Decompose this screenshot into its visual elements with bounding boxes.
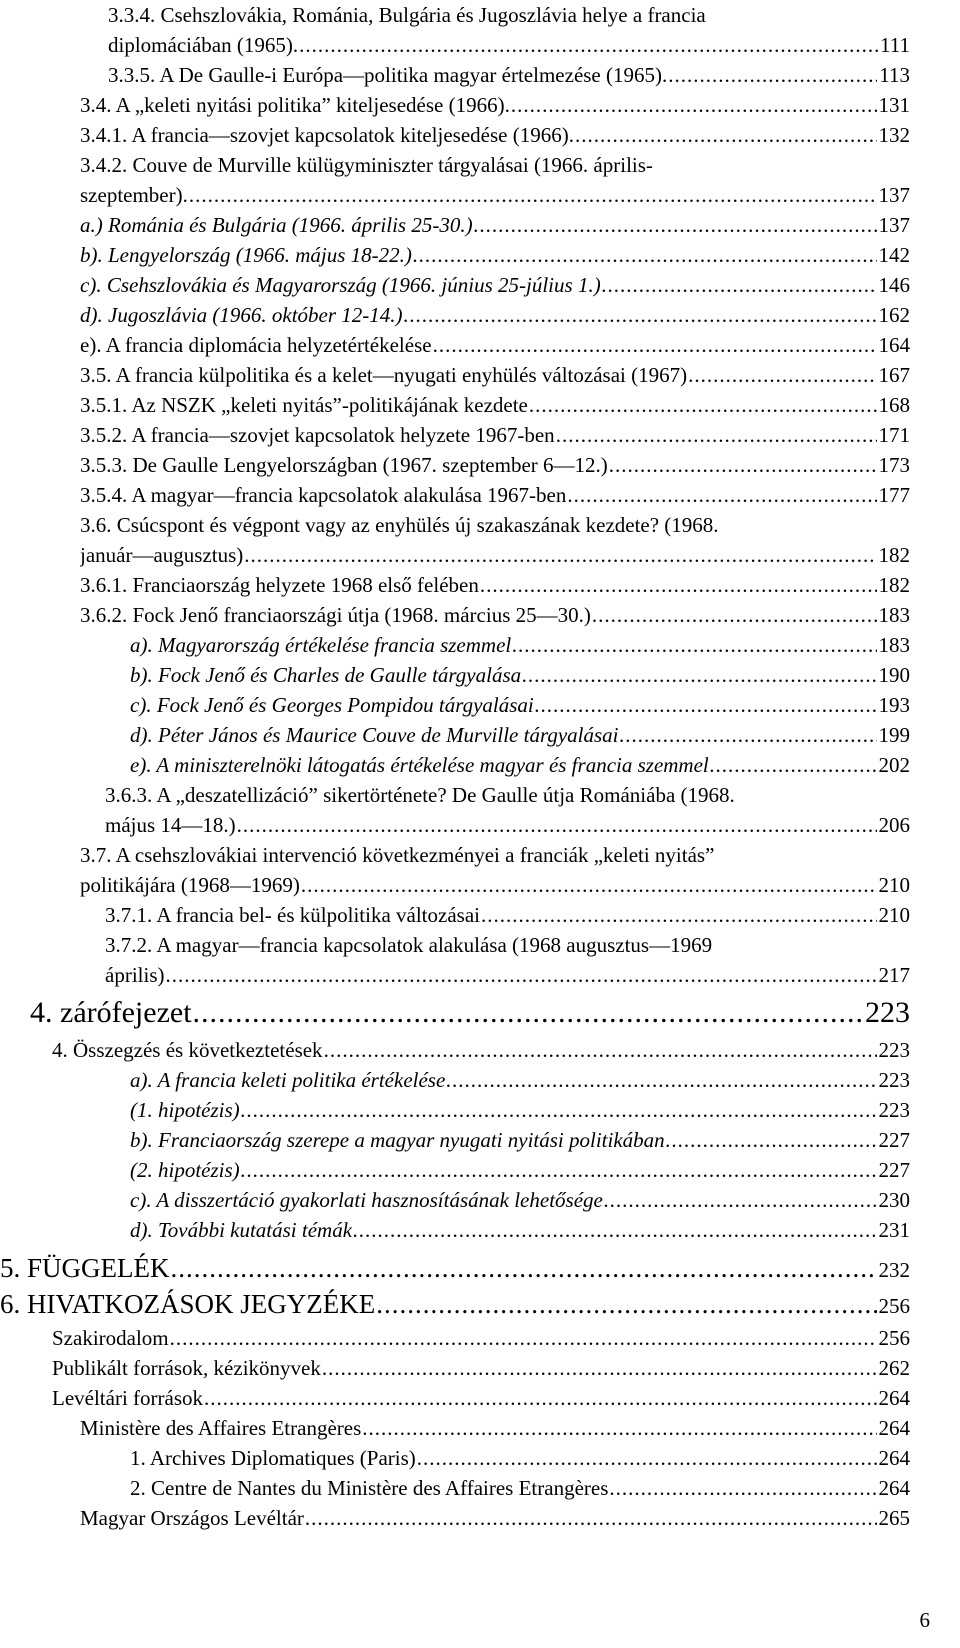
toc-page-number: 256 bbox=[878, 1294, 910, 1318]
toc-entry-title: 6. HIVATKOZÁSOK JEGYZÉKE bbox=[0, 1289, 376, 1319]
toc-entry-title: 5. FÜGGELÉK bbox=[0, 1253, 170, 1283]
dot-leader bbox=[204, 1383, 876, 1413]
toc-page-number: 142 bbox=[878, 243, 910, 267]
toc-entry-title: d). További kutatási témák bbox=[130, 1218, 353, 1242]
toc-entry bbox=[80, 360, 910, 390]
toc-entry-title: e). A miniszterelnöki látogatás értékelése magyar és francia szemmel bbox=[130, 753, 709, 777]
toc-entry bbox=[80, 240, 910, 270]
toc-entry bbox=[80, 150, 910, 210]
toc-page-number: 164 bbox=[878, 333, 910, 357]
toc-entry-title: 3.3.5. A De Gaulle-i Európa—politika magyar értelmezése (1965). bbox=[108, 63, 668, 87]
toc-entry-title: c). A disszertáció gyakorlati hasznosításának lehetősége bbox=[130, 1188, 603, 1212]
toc-entry-title: 3.6.3. A „deszatellizáció” sikertörténete? De Gaulle útja Romániába (1968. bbox=[105, 783, 735, 807]
toc-page-number: 210 bbox=[878, 873, 910, 897]
toc-entry-title: 1. Archives Diplomatiques (Paris) bbox=[130, 1446, 416, 1470]
toc-entry-title: 3.5.1. Az NSZK „keleti nyitás”-politikájának kezdete bbox=[80, 393, 528, 417]
toc-entry-title-cont: diplomáciában (1965). bbox=[108, 33, 299, 57]
toc-entry-title: a). Magyarország értékelése francia szemmel bbox=[130, 633, 512, 657]
toc-entry bbox=[130, 1473, 910, 1503]
toc-entry bbox=[80, 480, 910, 510]
dot-leader bbox=[474, 210, 877, 240]
toc-entry-title: 3.5.3. De Gaulle Lengyelországban (1967. szeptember 6—12.) bbox=[80, 453, 608, 477]
toc-entry-title-cont: január—augusztus) bbox=[80, 543, 244, 567]
toc-entry bbox=[80, 330, 910, 360]
toc-entry-title: Magyar Országos Levéltár bbox=[80, 1506, 304, 1530]
toc-entry-title: (2. hipotézis) bbox=[130, 1158, 240, 1182]
toc-page-number: 223 bbox=[878, 1038, 910, 1062]
toc-entry bbox=[80, 450, 910, 480]
toc-entry bbox=[105, 930, 910, 990]
toc-page-number: 182 bbox=[878, 573, 910, 597]
toc-chapter-heading bbox=[30, 993, 910, 1033]
toc-entry-title: Szakirodalom bbox=[52, 1326, 169, 1350]
toc-entry bbox=[130, 690, 910, 720]
toc-page-number: 162 bbox=[878, 303, 910, 327]
dot-leader bbox=[413, 240, 877, 270]
toc-entry bbox=[80, 120, 910, 150]
dot-leader bbox=[362, 1413, 876, 1443]
toc-page-number: 217 bbox=[878, 963, 910, 987]
dot-leader bbox=[165, 960, 876, 990]
dot-leader bbox=[417, 1443, 877, 1473]
toc-entry-title: 3.7. A csehszlovákiai intervenció következményei a franciák „keleti nyitás” bbox=[80, 843, 715, 867]
toc-entry-title: 3.5. A francia külpolitika és a kelet—nyugati enyhülés változásai (1967) bbox=[80, 363, 688, 387]
dot-leader bbox=[171, 1250, 877, 1286]
dot-leader bbox=[404, 300, 877, 330]
toc-entry-title: 3.6.2. Fock Jenő franciaországi útja (1968. március 25—30.) bbox=[80, 603, 591, 627]
toc-page-number: 264 bbox=[878, 1416, 910, 1440]
toc-entry bbox=[52, 1035, 910, 1065]
toc-entry-title-cont: szeptember). bbox=[80, 183, 188, 207]
toc-page-number: 199 bbox=[878, 723, 910, 747]
toc-entry-title: 2. Centre de Nantes du Ministère des Affaires Etrangères bbox=[130, 1476, 609, 1500]
dot-leader bbox=[241, 1155, 877, 1185]
toc-entry bbox=[130, 1215, 910, 1245]
toc-entry bbox=[80, 90, 910, 120]
toc-entry-title: 3.4. A „keleti nyitási politika” kiteljesedése (1966). bbox=[80, 93, 510, 117]
toc-entry bbox=[80, 1503, 910, 1533]
toc-page-number: 167 bbox=[878, 363, 910, 387]
toc-chapter-heading bbox=[0, 1250, 910, 1286]
toc-entry-title: 3.7.1. A francia bel- és külpolitika változásai bbox=[105, 903, 480, 927]
dot-leader bbox=[241, 1095, 877, 1125]
dot-leader bbox=[305, 1503, 877, 1533]
dot-leader bbox=[710, 750, 877, 780]
dot-leader bbox=[511, 90, 877, 120]
toc-page-number: 168 bbox=[878, 393, 910, 417]
toc-entry-title-cont: április) bbox=[105, 963, 165, 987]
dot-leader bbox=[170, 1323, 877, 1353]
dot-leader bbox=[592, 600, 877, 630]
dot-leader bbox=[433, 330, 877, 360]
toc-page-number: 232 bbox=[878, 1258, 910, 1282]
dot-leader bbox=[376, 1286, 876, 1322]
toc-chapter-heading bbox=[0, 1286, 910, 1322]
toc-page-number: 183 bbox=[878, 603, 910, 627]
dot-leader bbox=[299, 30, 878, 60]
dot-leader bbox=[353, 1215, 876, 1245]
toc-entry-title: (1. hipotézis) bbox=[130, 1098, 240, 1122]
toc-entry-title: 3.4.2. Couve de Murville külügyminiszter tárgyalásai (1966. április- bbox=[80, 153, 653, 177]
toc-page-number: 227 bbox=[878, 1128, 910, 1152]
toc-entry bbox=[130, 630, 910, 660]
toc-entry-title: Levéltári források bbox=[52, 1386, 204, 1410]
toc-entry-title-cont: politikájára (1968—1969) bbox=[80, 873, 300, 897]
toc-entry bbox=[105, 780, 910, 840]
dot-leader bbox=[301, 870, 877, 900]
toc-entry bbox=[130, 1125, 910, 1155]
toc-entry-title-cont: május 14—18.) bbox=[105, 813, 236, 837]
toc-page-number: 173 bbox=[878, 453, 910, 477]
toc-page-number: 264 bbox=[878, 1446, 910, 1470]
toc-entry-title: 3.6. Csúcspont és végpont vagy az enyhülés új szakaszának kezdete? (1968. bbox=[80, 513, 719, 537]
toc-entry-title: b). Fock Jenő és Charles de Gaulle tárgyalása bbox=[130, 663, 522, 687]
toc-page-number: 131 bbox=[878, 93, 910, 117]
toc-page-number: 256 bbox=[878, 1326, 910, 1350]
toc-entry bbox=[130, 750, 910, 780]
dot-leader bbox=[688, 360, 876, 390]
toc-entry bbox=[80, 510, 910, 570]
toc-page-number: 193 bbox=[878, 693, 910, 717]
dot-leader bbox=[324, 1035, 877, 1065]
dot-leader bbox=[556, 420, 877, 450]
dot-leader bbox=[575, 120, 877, 150]
toc-entry-title: d). Péter János és Maurice Couve de Murville tárgyalásai bbox=[130, 723, 619, 747]
toc-entry bbox=[80, 1413, 910, 1443]
toc-entry-title: 4. zárófejezet bbox=[30, 996, 192, 1029]
dot-leader bbox=[620, 720, 877, 750]
toc-entry bbox=[108, 60, 910, 90]
toc-page-number: 223 bbox=[878, 1068, 910, 1092]
toc-entry bbox=[130, 1065, 910, 1095]
toc-page-number: 177 bbox=[878, 483, 910, 507]
toc-page-number: 206 bbox=[878, 813, 910, 837]
toc-entry-title: 3.4.1. A francia—szovjet kapcsolatok kiteljesedése (1966). bbox=[80, 123, 574, 147]
toc-page-number: 137 bbox=[878, 183, 910, 207]
toc-entry-title: e). A francia diplomácia helyzetértékelése bbox=[80, 333, 432, 357]
dot-leader bbox=[481, 900, 877, 930]
toc-entry-title: Ministère des Affaires Etrangères bbox=[80, 1416, 362, 1440]
toc-page-number: 223 bbox=[878, 1098, 910, 1122]
toc-entry bbox=[130, 1095, 910, 1125]
toc-entry-title: 3.3.4. Csehszlovákia, Románia, Bulgária és Jugoszlávia helye a francia bbox=[108, 3, 706, 27]
dot-leader bbox=[609, 1473, 876, 1503]
toc-page-number: 171 bbox=[878, 423, 910, 447]
dot-leader bbox=[189, 180, 877, 210]
toc-entry bbox=[80, 390, 910, 420]
dot-leader bbox=[604, 1185, 877, 1215]
toc-page-number: 183 bbox=[878, 633, 910, 657]
toc-entry bbox=[80, 570, 910, 600]
toc-entry bbox=[108, 0, 910, 60]
toc-page-number: 190 bbox=[878, 663, 910, 687]
toc-page-number: 182 bbox=[878, 543, 910, 567]
toc-entry-title: d). Jugoszlávia (1966. október 12-14.) bbox=[80, 303, 403, 327]
toc-page-number: 111 bbox=[880, 33, 910, 57]
dot-leader bbox=[522, 660, 876, 690]
dot-leader bbox=[666, 1125, 877, 1155]
toc-entry-title: c). Csehszlovákia és Magyarország (1966. június 25-július 1.) bbox=[80, 273, 601, 297]
dot-leader bbox=[602, 270, 877, 300]
toc-entry-title: 4. Összegzés és következtetések bbox=[52, 1038, 323, 1062]
toc-entry bbox=[80, 300, 910, 330]
toc-entry bbox=[80, 210, 910, 240]
toc-page-number: 230 bbox=[878, 1188, 910, 1212]
toc-entry-title: b). Franciaország szerepe a magyar nyugati nyitási politikában bbox=[130, 1128, 665, 1152]
toc-entry bbox=[80, 600, 910, 630]
dot-leader bbox=[480, 570, 877, 600]
toc-entry-title: 3.5.4. A magyar—francia kapcsolatok alakulása 1967-ben bbox=[80, 483, 567, 507]
toc-page-number: 262 bbox=[878, 1356, 910, 1380]
dot-leader bbox=[446, 1065, 876, 1095]
toc-entry-title: 3.5.2. A francia—szovjet kapcsolatok helyzete 1967-ben bbox=[80, 423, 555, 447]
toc-page-number: 231 bbox=[878, 1218, 910, 1242]
dot-leader bbox=[322, 1353, 877, 1383]
toc-entry bbox=[80, 420, 910, 450]
dot-leader bbox=[512, 630, 876, 660]
dot-leader bbox=[609, 450, 877, 480]
dot-leader bbox=[244, 540, 876, 570]
toc-entry bbox=[130, 720, 910, 750]
toc-entry bbox=[52, 1353, 910, 1383]
toc-entry bbox=[52, 1383, 910, 1413]
toc-page-number: 113 bbox=[879, 63, 910, 87]
dot-leader bbox=[668, 60, 877, 90]
toc-page-number: 146 bbox=[878, 273, 910, 297]
toc-entry-title: c). Fock Jenő és Georges Pompidou tárgyalásai bbox=[130, 693, 534, 717]
dot-leader bbox=[193, 993, 863, 1033]
toc-page-number: 264 bbox=[878, 1476, 910, 1500]
page-number: 6 bbox=[919, 1608, 930, 1632]
toc-page-number: 227 bbox=[878, 1158, 910, 1182]
toc-entry bbox=[80, 840, 910, 900]
toc-entry bbox=[130, 1155, 910, 1185]
toc-page-number: 210 bbox=[878, 903, 910, 927]
toc-entry bbox=[130, 660, 910, 690]
toc-entry-title: 3.7.2. A magyar—francia kapcsolatok alakulása (1968 augusztus—1969 bbox=[105, 933, 713, 957]
toc-entry-title: 3.6.1. Franciaország helyzete 1968 első felében bbox=[80, 573, 479, 597]
toc-page-number: 132 bbox=[878, 123, 910, 147]
toc-page-number: 202 bbox=[878, 753, 910, 777]
toc-entry bbox=[52, 1323, 910, 1353]
toc-entry bbox=[130, 1185, 910, 1215]
toc-entry bbox=[80, 270, 910, 300]
dot-leader bbox=[237, 810, 877, 840]
toc-page-number: 137 bbox=[878, 213, 910, 237]
toc-page-number: 223 bbox=[865, 996, 910, 1029]
toc-entry bbox=[105, 900, 910, 930]
toc-entry bbox=[130, 1443, 910, 1473]
toc-page-number: 265 bbox=[878, 1506, 910, 1530]
toc-entry-title: Publikált források, kézikönyvek bbox=[52, 1356, 321, 1380]
dot-leader bbox=[567, 480, 876, 510]
toc-entry-title: b). Lengyelország (1966. május 18-22.) bbox=[80, 243, 412, 267]
toc-entry-title: a). A francia keleti politika értékelése bbox=[130, 1068, 446, 1092]
toc-entry-title: a.) Románia és Bulgária (1966. április 25-30.) bbox=[80, 213, 473, 237]
dot-leader bbox=[535, 690, 877, 720]
toc-page-number: 264 bbox=[878, 1386, 910, 1410]
dot-leader bbox=[529, 390, 877, 420]
